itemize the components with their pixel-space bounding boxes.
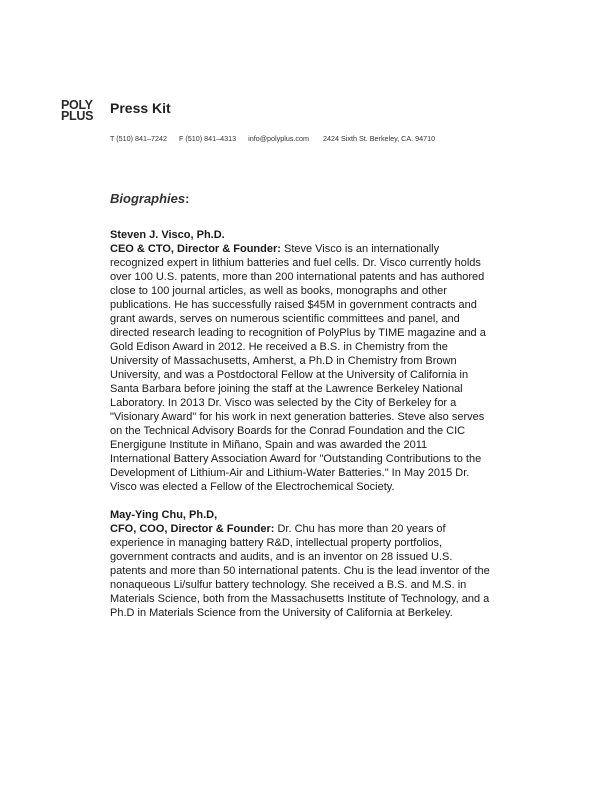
email-link[interactable]: info@polyplus.com: [248, 134, 310, 143]
section-heading: [110, 190, 490, 208]
phone-number: T (510) 841–7242: [110, 134, 168, 143]
bio-text-chu: [110, 522, 490, 620]
contact-bar: [110, 134, 435, 143]
logo-line-plus: PLUS: [61, 109, 94, 123]
bio-body-visco: Steve Visco is an internationally recognized expert in lithium batteries and fuel cells. Dr. Visco currently holds over 100 U.S. patents, more than 200 international patents and has authored close to 100 journal articles, as well as books, monographs and other publications. He has successfully raised $45M in government contracts and grant awards, serves on numerous scientific committees and panel, and directed research leading to recognition of PolyPlus by TIME magazine and a Gold Edison Award in 2012. He received a B.S. in Chemistry from the University of Massachusetts, Amherst, a Ph.D in Chemistry from Brown University, and was a Postdoctoral Fellow at the University of California in Santa Barbara before joining the staff at the Lawrence Berkeley National Laboratory. In 2013 Dr. Visco was selected by the City of Berkeley for a "Visionary Award" for his work in next generation batteries. Steve also serves on the Technical Advisory Boards for the Conrad Foundation and the CIC Energigune Institute in Miñano, Spain and was awarded the 2011 International Battery Association Award for "Outstanding Contributions to the Development of Lithium-Air and Lithium-Water Batteries." In May 2015 Dr. Visco was elected a Fellow of the Electrochemical Society.: [110, 243, 486, 493]
street-address: 2424 Sixth St. Berkeley, CA. 94710: [323, 134, 436, 143]
polyplus-logo: [61, 100, 101, 122]
bio-body-chu: Dr. Chu has more than 20 years of experience in managing battery R&D, intellectual property portfolios, government contracts and audits, and is an inventor on 28 issued U.S. patents and more than 50 international patents. Chu is the lead inventor of the nonaqueous Li/sulfur battery technology. She received a B.S. and M.S. in Materials Science, both from the Massachusetts Institute of Technology, and a Ph.D in Materials Science from the University of California at Berkeley.: [110, 523, 490, 619]
section-heading-text: Biographies: [110, 191, 186, 206]
page-title: Press Kit: [110, 100, 171, 116]
logo-line-poly: POLY: [61, 98, 93, 112]
bio-name-chu: May-Ying Chu, Ph.D,: [110, 509, 218, 521]
bio-role-visco: CEO & CTO, Director & Founder:: [110, 243, 281, 255]
bio-role-chu: CFO, COO, Director & Founder:: [110, 523, 275, 535]
fax-number: F (510) 841–4313: [179, 134, 237, 143]
biographies-section: [110, 190, 490, 634]
bio-name-visco: Steven J. Visco, Ph.D.: [110, 229, 225, 241]
section-heading-colon: :: [185, 191, 190, 206]
bio-text-visco: [110, 242, 490, 494]
